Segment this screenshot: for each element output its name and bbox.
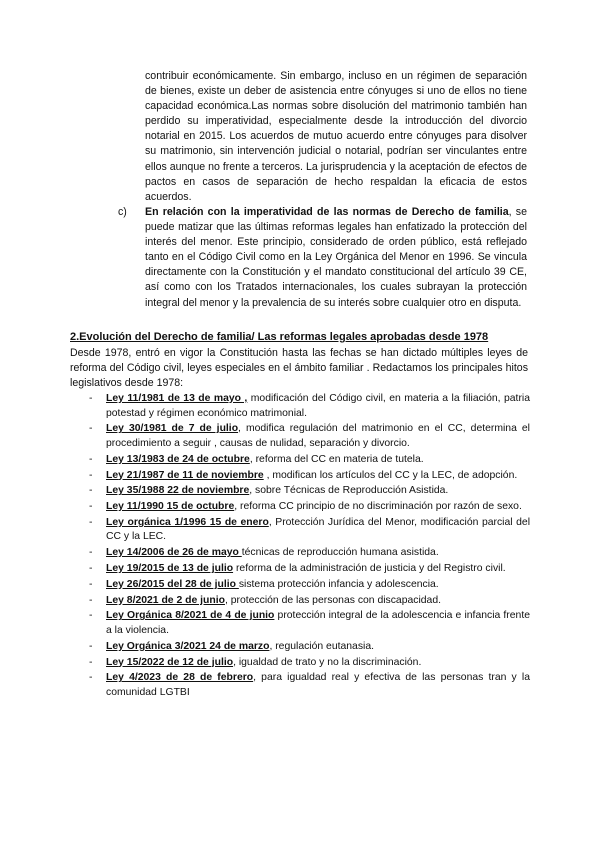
law-item [70,594,530,609]
law-description: , Protección Jurídica del Menor, modificación parcial del CC y la LEC. [106,516,530,543]
law-item [70,640,530,655]
law-description: técnicas de reproducción humana asistida. [241,547,439,559]
item-c-paragraph [145,205,527,311]
list-dash: - [89,485,93,497]
law-description: , sobre Técnicas de Reproducción Asistida. [249,485,449,497]
law-name: Ley 26/2015 del 28 de julio [106,578,239,590]
list-dash: - [89,423,93,435]
law-description: reforma de la administración de justicia y del Registro civil. [233,563,506,575]
list-dash: - [89,453,93,465]
law-name: Ley 8/2021 de 2 de junio [106,594,225,606]
law-description: , protección de las personas con discapacidad. [224,594,441,606]
law-description: modificación del Código civil, en materia a la filiación, patria potestad y régimen económico matrimonial. [106,393,530,419]
list-dash: - [89,594,93,606]
law-description: , regulación eutanasia. [269,640,375,652]
top-paragraph: contribuir económicamente. Sin embargo, incluso en un régimen de separación de bienes, existe un deber de asistencia entre cónyuges si uno de ellos no tiene capacidad económica.Las normas sobre disolución del matrimonio también han perdido su imperatividad, especialmente desde la introducción del divorcio notarial en 2015. Los acuerdos de mutuo acuerdo entre cónyuges para disolver su matrimonio, sin intervención judicial o notarial, podrían ser vinculantes entre ellos aunque no frente a terceros. La jurisprudencia y la aceptación de efectos de pactos en casos de separación de hecho respaldan la eficacia de estos acuerdos. [145,70,527,203]
law-item [70,609,530,638]
item-c-text: , se puede matizar que las últimas reformas legales han enfatizado la protección del interés del menor. Este principio, considerado de orden público, está reflejado tanto en el Código Civil como en la Ley Orgánica del Menor en 1996. Se vincula directamente con la Constitución y el mandato constitucional del artículo 39 CE, así como con los Tratados internacionales, los cuales subrayan la protección integral del menor y la prevalencia de su interés sobre cualquier otro en disputa. [145,206,528,309]
law-description: , igualdad de trato y no la discriminación. [233,656,422,668]
list-dash: - [89,469,93,481]
law-list [70,392,530,702]
section-heading: 2.Evolución del Derecho de familia/ Las reformas legales aprobadas desde 1978 [70,331,489,343]
law-name: Ley orgánica 1/1996 15 de enero [106,516,269,528]
law-item [70,392,530,421]
law-description: , reforma CC principio de no discriminación por razón de sexo. [234,501,522,513]
law-item [70,469,530,484]
law-item [70,500,530,515]
list-dash: - [89,393,93,404]
law-name: Ley 19/2015 de 13 de julio [106,563,234,575]
law-description: sistema protección infancia y adolescencia. [238,578,439,590]
intro-paragraph: Desde 1978, entró en vigor la Constitución hasta las fechas se han dictado múltiples leyes de reforma del Código civil, leyes especiales en el ámbito familiar . Redactamos los principales hitos legislativos desde 1978: [70,347,528,390]
law-item [70,516,530,545]
law-item [70,453,530,468]
law-item [70,422,530,451]
law-name: Ley 35/1988 22 de noviembre [106,485,250,497]
law-name: Ley Orgánica 8/2021 de 4 de junio [106,610,275,622]
law-name: Ley 14/2006 de 26 de mayo [106,547,242,559]
list-dash: - [89,501,93,513]
law-item [70,671,530,700]
law-description: , para igualdad real y efectiva de las personas tran y la comunidad LGTBI [106,672,530,698]
law-item [70,656,530,671]
list-dash: - [89,672,93,684]
law-description: protección integral de la adolescencia e infancia frente a la violencia. [106,610,530,636]
list-dash: - [89,516,93,528]
law-item [70,484,530,499]
item-c-bold-lead: En relación con la imperatividad de las normas de Derecho de familia [145,206,509,218]
item-c-marker: c) [118,206,127,218]
list-dash: - [89,563,93,575]
list-dash: - [89,610,93,622]
law-description: , reforma del CC en materia de tutela. [249,453,424,465]
law-name: Ley 30/1981 de 7 de julio [106,423,239,435]
list-dash: - [89,656,93,668]
law-name: Ley 11/1990 15 de octubre [106,501,235,513]
law-description: , modifica regulación del matrimonio en el CC, determina el procedimiento a seguir , causas de nulidad, separación y divorcio. [106,423,530,449]
law-description: , modifican los artículos del CC y la LEC, de adopción. [263,469,518,481]
list-dash: - [89,640,93,652]
list-dash: - [89,547,93,559]
law-name: Ley 13/1983 de 24 de octubre [106,453,250,465]
law-name: Ley Orgánica 3/2021 24 de marzo [106,640,270,652]
law-item [70,578,530,593]
list-dash: - [89,578,93,590]
law-item [70,562,530,577]
law-name: Ley 21/1987 de 11 de noviembre [106,469,264,481]
law-name: Ley 15/2022 de 12 de julio [106,656,234,668]
law-item [70,546,530,561]
law-name: Ley 11/1981 de 13 de mayo , [106,393,248,404]
law-name: Ley 4/2023 de 28 de febrero [106,672,254,684]
